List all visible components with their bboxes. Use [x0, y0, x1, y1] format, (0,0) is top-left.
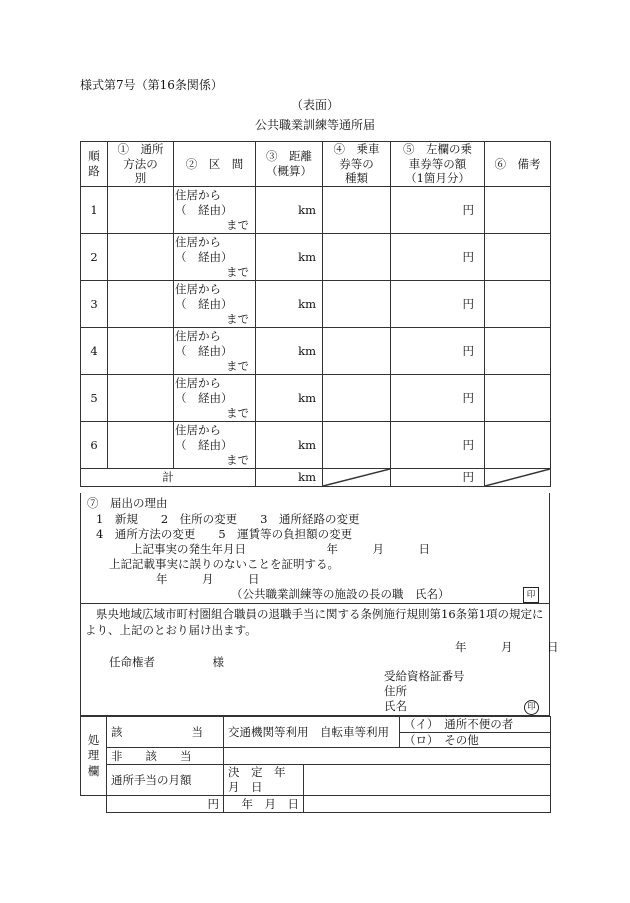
- section-field[interactable]: [174, 422, 256, 469]
- total-km[interactable]: km: [256, 469, 323, 487]
- form-title: 公共職業訓練等通所届: [254, 118, 375, 132]
- col-method-header: ① 通所 方法の 別: [108, 142, 174, 187]
- applicant-seal-icon: 印: [524, 699, 539, 715]
- distance-field[interactable]: km: [256, 281, 323, 328]
- method-field[interactable]: [108, 328, 174, 375]
- route-number: 6: [81, 422, 108, 469]
- not-applicable-label[interactable]: 非 該 当: [107, 748, 224, 765]
- ticket-type-field[interactable]: [323, 281, 391, 328]
- notice-text-line1: 県央地域広域市町村圏組合職員の退職手当に関する条例施行規則第16条第1項の規定に: [96, 607, 544, 621]
- remarks-field[interactable]: [485, 328, 551, 375]
- section-to: まで: [226, 453, 249, 468]
- method-field[interactable]: [108, 422, 174, 469]
- col-ticket-amount-header: ⑤ 左欄の乗 車券等の額 （1箇月分）: [391, 142, 485, 187]
- section-via: （ 経由）: [175, 203, 233, 218]
- section-via: （ 経由）: [175, 391, 233, 406]
- ticket-type-field[interactable]: [323, 328, 391, 375]
- section-via: （ 経由）: [175, 297, 233, 312]
- ticket-type-field[interactable]: [323, 187, 391, 234]
- section-to: まで: [226, 312, 249, 327]
- address-label: 住所: [384, 684, 407, 698]
- ticket-amount-field[interactable]: 円: [391, 281, 485, 328]
- header-row: [81, 142, 551, 187]
- section-to: まで: [226, 406, 249, 421]
- name-label: 氏名: [384, 699, 407, 713]
- processing-table: [80, 716, 551, 813]
- section-to: まで: [226, 265, 249, 280]
- section-from: 住居から: [175, 282, 221, 297]
- reason-options-2[interactable]: 4 通所方法の変更 5 運賃等の負担額の変更: [96, 527, 353, 541]
- method-field[interactable]: [108, 187, 174, 234]
- route-row: [81, 187, 551, 234]
- notice-text-line2: より、上記のとおり届け出ます。: [85, 623, 257, 637]
- section-from: 住居から: [175, 329, 221, 344]
- total-yen[interactable]: 円: [391, 469, 485, 487]
- processing-row-monthly: [81, 765, 551, 795]
- amount-blank[interactable]: [304, 795, 551, 812]
- section-to: まで: [226, 359, 249, 374]
- face-label: （表面）: [290, 98, 339, 112]
- distance-field[interactable]: km: [256, 375, 323, 422]
- facility-seal-icon: 印: [523, 587, 539, 603]
- total-row: [81, 469, 551, 487]
- remarks-field[interactable]: [485, 281, 551, 328]
- reason-a[interactable]: （イ） 通所不便の者: [400, 717, 551, 733]
- form-number: 様式第7号（第16条関係）: [80, 78, 223, 92]
- monthly-amount-yen[interactable]: 円: [107, 795, 224, 812]
- ticket-type-field[interactable]: [323, 375, 391, 422]
- facility-head-signature[interactable]: （公共職業訓練等の施設の長の職 氏名）: [231, 587, 450, 601]
- remarks-field[interactable]: [485, 422, 551, 469]
- decision-label: 決 定 年 月 日: [224, 765, 304, 795]
- col-ticket-type-header: ④ 乗車 券等の 種類: [323, 142, 391, 187]
- route-row: [81, 375, 551, 422]
- method-field[interactable]: [108, 234, 174, 281]
- section-via: （ 経由）: [175, 250, 233, 265]
- applicable-label[interactable]: 該 当: [107, 717, 224, 748]
- distance-field[interactable]: km: [256, 328, 323, 375]
- section-field[interactable]: [174, 234, 256, 281]
- processing-row-not-applicable: [81, 748, 551, 765]
- section-from: 住居から: [175, 235, 221, 250]
- monthly-label: 通所手当の月額: [107, 765, 224, 795]
- monthly-blank[interactable]: [304, 765, 551, 795]
- ticket-type-field[interactable]: [323, 234, 391, 281]
- ticket-type-field[interactable]: [323, 422, 391, 469]
- cert-number-label: 受給資格証番号: [384, 669, 465, 683]
- col-section-header: ② 区 間: [174, 142, 256, 187]
- route-row: [81, 328, 551, 375]
- reason-title: ⑦ 届出の理由: [87, 496, 168, 510]
- reason-options-1[interactable]: 1 新規 2 住所の変更 3 通所経路の変更: [96, 512, 360, 526]
- distance-field[interactable]: km: [256, 187, 323, 234]
- processing-label: 処 理 欄: [81, 717, 107, 796]
- processing-row-amount: [81, 795, 551, 812]
- section-field[interactable]: [174, 375, 256, 422]
- notice-section: [80, 604, 559, 716]
- total-remarks-blank: [485, 469, 551, 487]
- appointer-field[interactable]: 任命権者 様: [109, 655, 224, 669]
- reason-section: [80, 493, 550, 604]
- processing-row-applicable: [81, 717, 551, 733]
- ticket-amount-field[interactable]: 円: [391, 422, 485, 469]
- remarks-field[interactable]: [485, 375, 551, 422]
- not-applicable-blank[interactable]: [224, 748, 551, 765]
- decision-date[interactable]: 年 月 日: [224, 795, 304, 812]
- ticket-amount-field[interactable]: 円: [391, 375, 485, 422]
- section-to: まで: [226, 218, 249, 233]
- ticket-amount-field[interactable]: 円: [391, 328, 485, 375]
- certify-text: 上記記載事実に誤りのないことを証明する。: [109, 557, 339, 571]
- section-via: （ 経由）: [175, 438, 233, 453]
- col-remarks-header: ⑥ 備考: [485, 142, 551, 187]
- route-row: [81, 281, 551, 328]
- occurrence-date[interactable]: 上記事実の発生年月日 年 月 日: [131, 542, 430, 556]
- reason-b[interactable]: （ロ） その他: [400, 732, 551, 748]
- section-from: 住居から: [175, 188, 221, 203]
- section-field[interactable]: [174, 281, 256, 328]
- remarks-field[interactable]: [485, 187, 551, 234]
- ticket-amount-field[interactable]: 円: [391, 187, 485, 234]
- certify-date[interactable]: 年 月 日: [156, 572, 260, 586]
- ticket-amount-field[interactable]: 円: [391, 234, 485, 281]
- col-order-header: 順 路: [81, 142, 108, 187]
- commute-table: [80, 141, 551, 487]
- route-number: 4: [81, 328, 108, 375]
- total-ticket-type-blank: [323, 469, 391, 487]
- section-from: 住居から: [175, 423, 221, 438]
- remarks-field[interactable]: [485, 234, 551, 281]
- section-via: （ 経由）: [175, 344, 233, 359]
- route-number: 5: [81, 375, 108, 422]
- method-field[interactable]: [108, 375, 174, 422]
- route-number: 2: [81, 234, 108, 281]
- method-field[interactable]: [108, 281, 174, 328]
- section-field[interactable]: [174, 187, 256, 234]
- distance-field[interactable]: km: [256, 234, 323, 281]
- section-from: 住居から: [175, 376, 221, 391]
- distance-field[interactable]: km: [256, 422, 323, 469]
- route-number: 3: [81, 281, 108, 328]
- route-row: [81, 422, 551, 469]
- route-number: 1: [81, 187, 108, 234]
- total-label: 計: [81, 469, 256, 487]
- route-row: [81, 234, 551, 281]
- col-distance-header: ③ 距離 （概算）: [256, 142, 323, 187]
- notice-date[interactable]: 年 月 日: [455, 640, 559, 654]
- usage-type[interactable]: 交通機関等利用 自転車等利用: [224, 717, 400, 748]
- section-field[interactable]: [174, 328, 256, 375]
